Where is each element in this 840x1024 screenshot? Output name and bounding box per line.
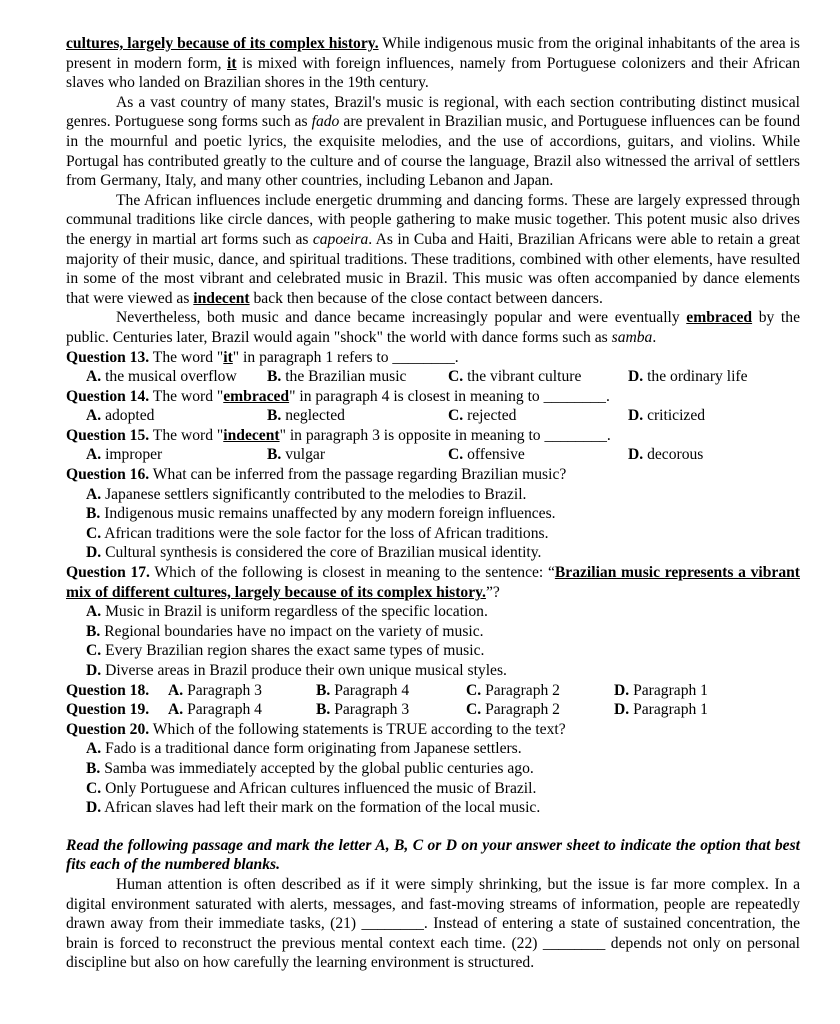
q15-option-b[interactable]: B. vulgar [267, 446, 326, 464]
q14-option-b[interactable]: B. neglected [267, 407, 345, 425]
q13-option-d[interactable]: D. the ordinary life [628, 368, 748, 386]
section-instruction: Read the following passage and mark the letter A, B, C or D on your answer sheet to indicate the option that best fits each of the numbered blanks. [66, 836, 800, 874]
cloze-passage-paragraph: Human attention is often described as if it were simply shrinking, but the issue is far more complex. In a digital environment saturated with alerts, messages, and fast-moving streams of information, people are repeatedly drawn away from their immediate tasks, (21) ________. Instead of entering a state of sustained concentration, the brain is forced to reconstruct the previous mental context each time. (22) ________ depends not only on personal discipline but also on how carefully the learning environment is structured. [66, 875, 800, 972]
q20-option-d[interactable]: D. African slaves had left their mark on the formation of the local music. [86, 799, 541, 817]
passage-paragraph-2: As a vast country of many states, Brazil's music is regional, with each section contributing distinct musical genres. Portuguese song forms such as fado are prevalent in Brazilian music, and Portuguese influences can be found in the mournful and poetic lyrics, the exquisite melodies, and the use of accordions, guitars, and violins. While Portugal has contributed greatly to the culture and of course the language, Brazil also witnessed the arrival of settlers from Germany, Italy, and many other countries, including Lebanon and Japan. [66, 93, 800, 190]
referent-word-it: it [226, 54, 237, 72]
q20-option-a[interactable]: A. Fado is a traditional dance form originating from Japanese settlers. [86, 740, 522, 758]
q19-option-c[interactable]: C. Paragraph 2 [466, 701, 560, 719]
question-20: Question 20. Which of the following statements is TRUE according to the text? A. Fado is a traditional dance form originating from Japanese settlers. B. Samba was immediately accepted by the global public centuries ago. C. Only Portuguese and African cultures influenced the music of Brazil. D. African slaves had left their mark on the formation of the local music. [66, 720, 800, 818]
question-18: Question 18. A. Paragraph 3 B. Paragraph 4 C. Paragraph 2 D. Paragraph 1 [66, 681, 800, 701]
question-13: Question 13. The word "it" in paragraph 1 refers to ________. A. the musical overflow B. the Brazilian music C. the vibrant culture D. the ordinary life [66, 348, 800, 387]
question-16: Question 16. What can be inferred from the passage regarding Brazilian music? A. Japanese settlers significantly contributed to the melodies to Brazil. B. Indigenous music remains unaffected by any modern foreign influences. C. African traditions were the sole factor for the loss of African traditions. D. Cultural synthesis is considered the core of Brazilian musical identity. [66, 465, 800, 563]
q14-option-d[interactable]: D. criticized [628, 407, 706, 425]
q15-option-c[interactable]: C. offensive [448, 446, 525, 464]
passage-paragraph-3: The African influences include energetic drumming and dancing forms. These are largely expressed through communal traditions like circle dances, with people gathering to make music together. This potent music also drives the energy in martial art forms such as capoeira. As in Cuba and Haiti, Brazilian Africans were able to retain a great majority of their music, dance, and spiritual traditions. These traditions, combined with other elements, have resulted in some of the most vibrant and celebrated music in Brazil. This music was often accompanied by dance elements that were viewed as indecent back then because of the close contact between dancers. [66, 191, 800, 307]
question-19: Question 19. A. Paragraph 4 B. Paragraph 3 C. Paragraph 2 D. Paragraph 1 [66, 700, 800, 720]
q19-option-b[interactable]: B. Paragraph 3 [316, 701, 410, 719]
q13-option-c[interactable]: C. the vibrant culture [448, 368, 582, 386]
question-15: Question 15. The word "indecent" in paragraph 3 is opposite in meaning to ________. A. improper B. vulgar C. offensive D. decorous [66, 426, 800, 465]
passage-paragraph-1: cultures, largely because of its complex history. While indigenous music from the original inhabitants of the area is present in modern form, it is mixed with foreign influences, namely from Portuguese colonizers and their African slaves who landed on Brazilian shores in the 19th century. [66, 35, 800, 92]
q13-option-a[interactable]: A. the musical overflow [86, 368, 237, 386]
q19-option-a[interactable]: A. Paragraph 4 [168, 701, 262, 719]
section-spacer [66, 818, 800, 836]
q13-option-b[interactable]: B. the Brazilian music [267, 368, 407, 386]
q16-option-a[interactable]: A. Japanese settlers significantly contributed to the melodies to Brazil. [86, 485, 527, 503]
q17-option-a[interactable]: A. Music in Brazil is uniform regardless of the specific location. [86, 603, 488, 621]
highlighted-phrase: cultures, largely because of its complex history. [66, 35, 379, 52]
q17-option-b[interactable]: B. Regional boundaries have no impact on the variety of music. [86, 622, 484, 640]
q15-option-a[interactable]: A. improper [86, 446, 163, 464]
q17-option-c[interactable]: C. Every Brazilian region shares the exact same types of music. [86, 642, 485, 660]
q14-option-a[interactable]: A. adopted [86, 407, 155, 425]
q18-option-a[interactable]: A. Paragraph 3 [168, 681, 262, 699]
q18-option-d[interactable]: D. Paragraph 1 [614, 681, 708, 699]
q20-option-b[interactable]: B. Samba was immediately accepted by the global public centuries ago. [86, 759, 534, 777]
question-14: Question 14. The word "embraced" in paragraph 4 is closest in meaning to ________. A. adopted B. neglected C. rejected D. criticized [66, 387, 800, 426]
q17-option-d[interactable]: D. Diverse areas in Brazil produce their own unique musical styles. [86, 662, 507, 679]
question-17: Question 17. Which of the following is closest in meaning to the sentence: “Brazilian music represents a vibrant mix of different cultures, largely because of its complex history.”? A. Music in Brazil is uniform regardless of the specific location. B. Regional boundaries have no impact on the variety of music. C. Every Brazilian region shares the exact same types of music. D. Diverse areas in Brazil produce their own unique musical styles. [66, 564, 800, 679]
q15-option-d[interactable]: D. decorous [628, 446, 704, 464]
q14-option-c[interactable]: C. rejected [448, 407, 517, 425]
vocab-word-indecent: indecent [193, 289, 250, 307]
q16-option-b[interactable]: B. Indigenous music remains unaffected by any modern foreign influences. [86, 505, 556, 523]
q18-option-c[interactable]: C. Paragraph 2 [466, 681, 560, 699]
q18-option-b[interactable]: B. Paragraph 4 [316, 681, 410, 699]
q16-option-d[interactable]: D. Cultural synthesis is considered the core of Brazilian musical identity. [86, 544, 542, 562]
vocab-word-embraced: embraced [686, 309, 753, 327]
q16-option-c[interactable]: C. African traditions were the sole factor for the loss of African traditions. [86, 524, 549, 542]
quoted-sentence: Brazilian music represents a vibrant mix of different cultures, largely because of its complex history. [66, 564, 800, 601]
q19-option-d[interactable]: D. Paragraph 1 [614, 701, 708, 719]
q20-option-c[interactable]: C. Only Portuguese and African cultures influenced the music of Brazil. [86, 779, 537, 797]
passage-paragraph-4: Nevertheless, both music and dance became increasingly popular and were eventually embraced by the public. Centuries later, Brazil would again "shock" the world with dance forms such as samba. [66, 309, 800, 346]
